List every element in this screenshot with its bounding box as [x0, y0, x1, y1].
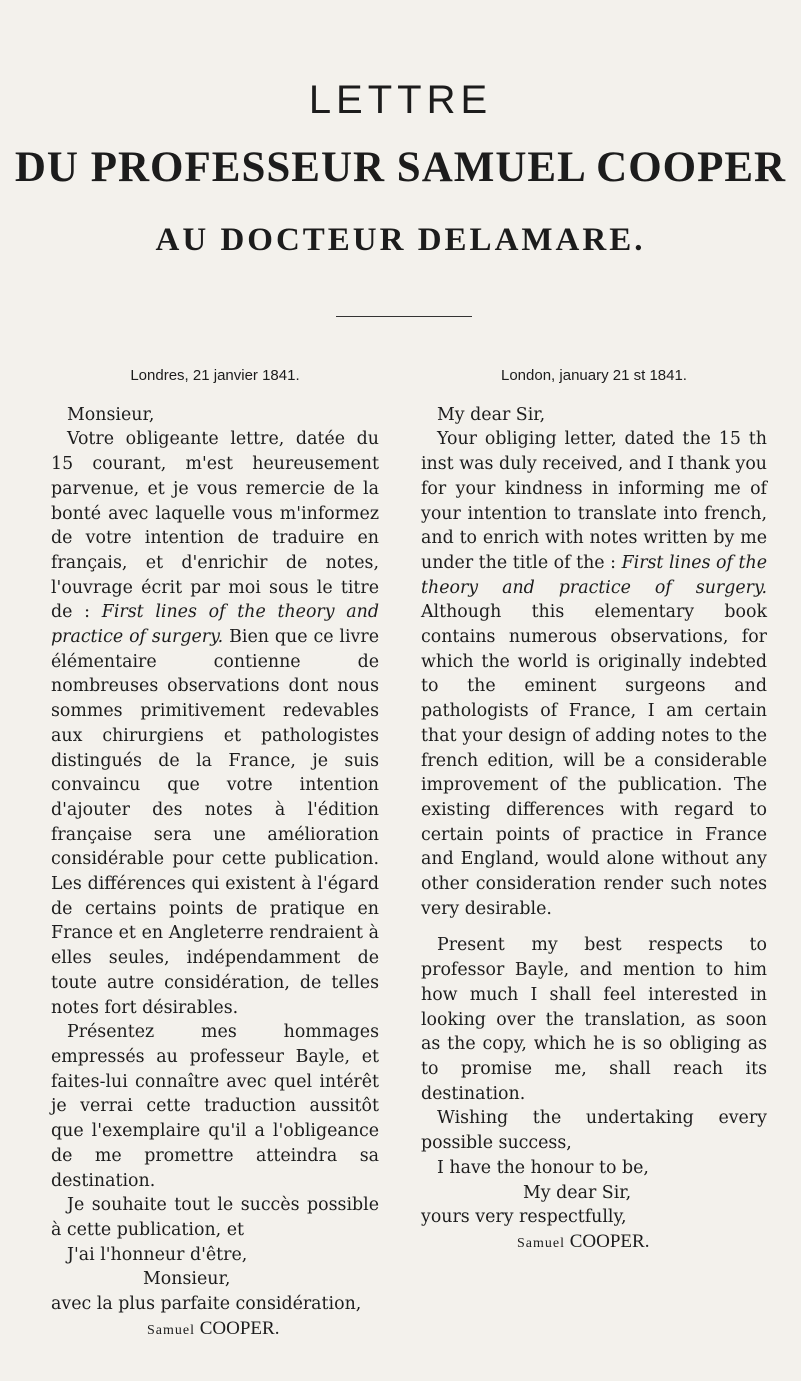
title-recipient: AU DOCTEUR DELAMARE.	[155, 222, 646, 258]
french-paragraph-1	[51, 427, 379, 1020]
english-sig-first: Samuel	[517, 1235, 565, 1251]
french-p1-text-b: Bien que ce livre élémentaire contienne de nombreuses observations dont nous sommes primitivement redevables aux chirurgiens et pathologistes distingués de la France, je suis convaincu que votre intention d'ajouter des notes à l'édition française sera une amélioration considérable pour cette publication. Les différences qui existent à l'égard de certains points de pratique en France et en Angleterre rendraient à elles seules, indépendamment de toute autre considération, de telles notes fort désirables.	[51, 627, 379, 1018]
divider-rule	[336, 316, 472, 317]
french-dateline: Londres, 21 janvier 1841.	[130, 367, 300, 384]
title-lettre: LETTRE	[308, 78, 493, 122]
english-paragraph-3: Wishing the undertaking every possible success,	[421, 1108, 767, 1154]
french-sig-first: Samuel	[147, 1322, 195, 1338]
french-signature	[51, 1317, 379, 1344]
french-closing-1: J'ai l'honneur d'être,	[67, 1244, 248, 1265]
french-sig-last: COOPER.	[199, 1317, 280, 1339]
english-closing-1: I have the honour to be,	[437, 1157, 649, 1178]
english-sig-last: COOPER.	[569, 1230, 650, 1252]
french-column	[51, 364, 379, 1343]
english-column	[421, 364, 767, 1257]
french-paragraph-2: Présentez mes hommages empressés au professeur Bayle, et faites-lui connaître avec quel intérêt je verrai cette traduction aussitôt que l'exemplaire qu'il a l'obligeance de me promettre atteindra sa destination.	[51, 1022, 379, 1191]
french-closing-2: Monsieur,	[143, 1269, 231, 1290]
english-book-title: First lines of the theory and practice of surgery.	[421, 552, 767, 598]
title-author: DU PROFESSEUR SAMUEL COOPER	[14, 144, 787, 191]
english-closing-2: My dear Sir,	[523, 1182, 632, 1203]
english-closing-3: yours very respectfully,	[421, 1207, 627, 1228]
english-paragraph-2: Present my best respects to professor Bayle, and mention to him how much I shall feel interested in looking over the translation, as soon as the copy, which he is so obliging as to promise me, shall reach its destination.	[421, 935, 767, 1104]
english-salutation: My dear Sir,	[437, 404, 546, 425]
french-salutation: Monsieur,	[67, 404, 155, 425]
english-p1-text-a: Your obliging letter, dated the 15 th inst was duly received, and I thank you for your kindness in informing me of your intention to translate into french, and to enrich with notes written by me under the title of the :	[421, 429, 767, 573]
french-p1-text-a: Votre obligeante lettre, datée du 15 courant, m'est heureusement parvenue, et je vous remercie de la bonté avec laquelle vous m'informez de votre intention de traduire en français, et d'enrichir de notes, l'ouvrage écrit par moi sous le titre de :	[51, 429, 379, 623]
english-dateline: London, january 21 st 1841.	[501, 367, 687, 384]
french-book-title: First lines of the theory and practice of surgery.	[51, 602, 379, 648]
english-signature	[421, 1230, 767, 1257]
french-closing-3: avec la plus parfaite considération,	[51, 1294, 362, 1315]
english-p1-text-b: Although this elementary book contains numerous observations, for which the world is originally indebted to the eminent surgeons and pathologists of France, I am certain that your design of adding notes to the french edition, will be a considerable improvement of the publication. The existing differences with regard to certain points of practice in France and England, would alone without any other consideration render such notes very desirable.	[421, 602, 767, 919]
french-paragraph-3: Je souhaite tout le succès possible à cette publication, et	[51, 1195, 379, 1240]
english-paragraph-1	[421, 427, 767, 921]
